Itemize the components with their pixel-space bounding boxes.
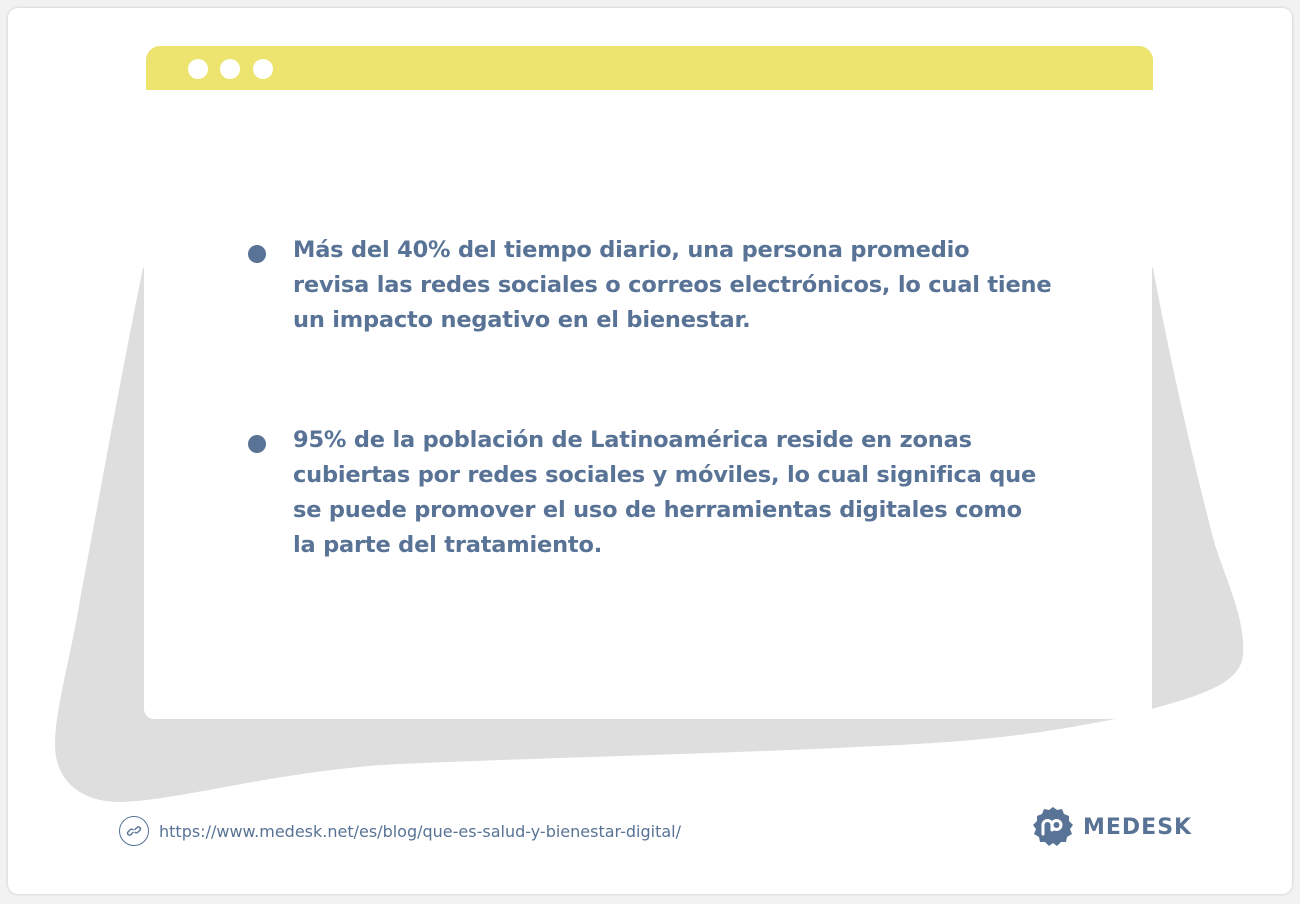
medesk-logo [1032,806,1192,848]
bullet-dot-icon [248,435,266,453]
window-dot-2 [220,59,240,79]
bullet-text-2: 95% de la población de Latinoamérica reside en zonas cubiertas por redes sociales y móviles, lo cual significa que se puede promover el uso de herramientas digitales como la parte del tratamiento. [293,427,1037,558]
medesk-badge-icon [1032,806,1074,848]
browser-window-bar [146,46,1153,90]
window-dot-1 [188,59,208,79]
browser-window-body [144,90,1152,719]
bullet-text-1: Más del 40% del tiempo diario, una persona promedio revisa las redes sociales o correos electrónicos, lo cual tiene un impacto negativo en el bienestar. [293,237,1052,333]
link-icon [119,816,149,846]
window-dot-3 [253,59,273,79]
brand-name: MEDESK [1083,814,1193,840]
source-link[interactable] [119,816,681,846]
bullet-dot-icon [248,245,266,263]
source-url[interactable]: https://www.medesk.net/es/blog/que-es-salud-y-bienestar-digital/ [159,821,681,841]
